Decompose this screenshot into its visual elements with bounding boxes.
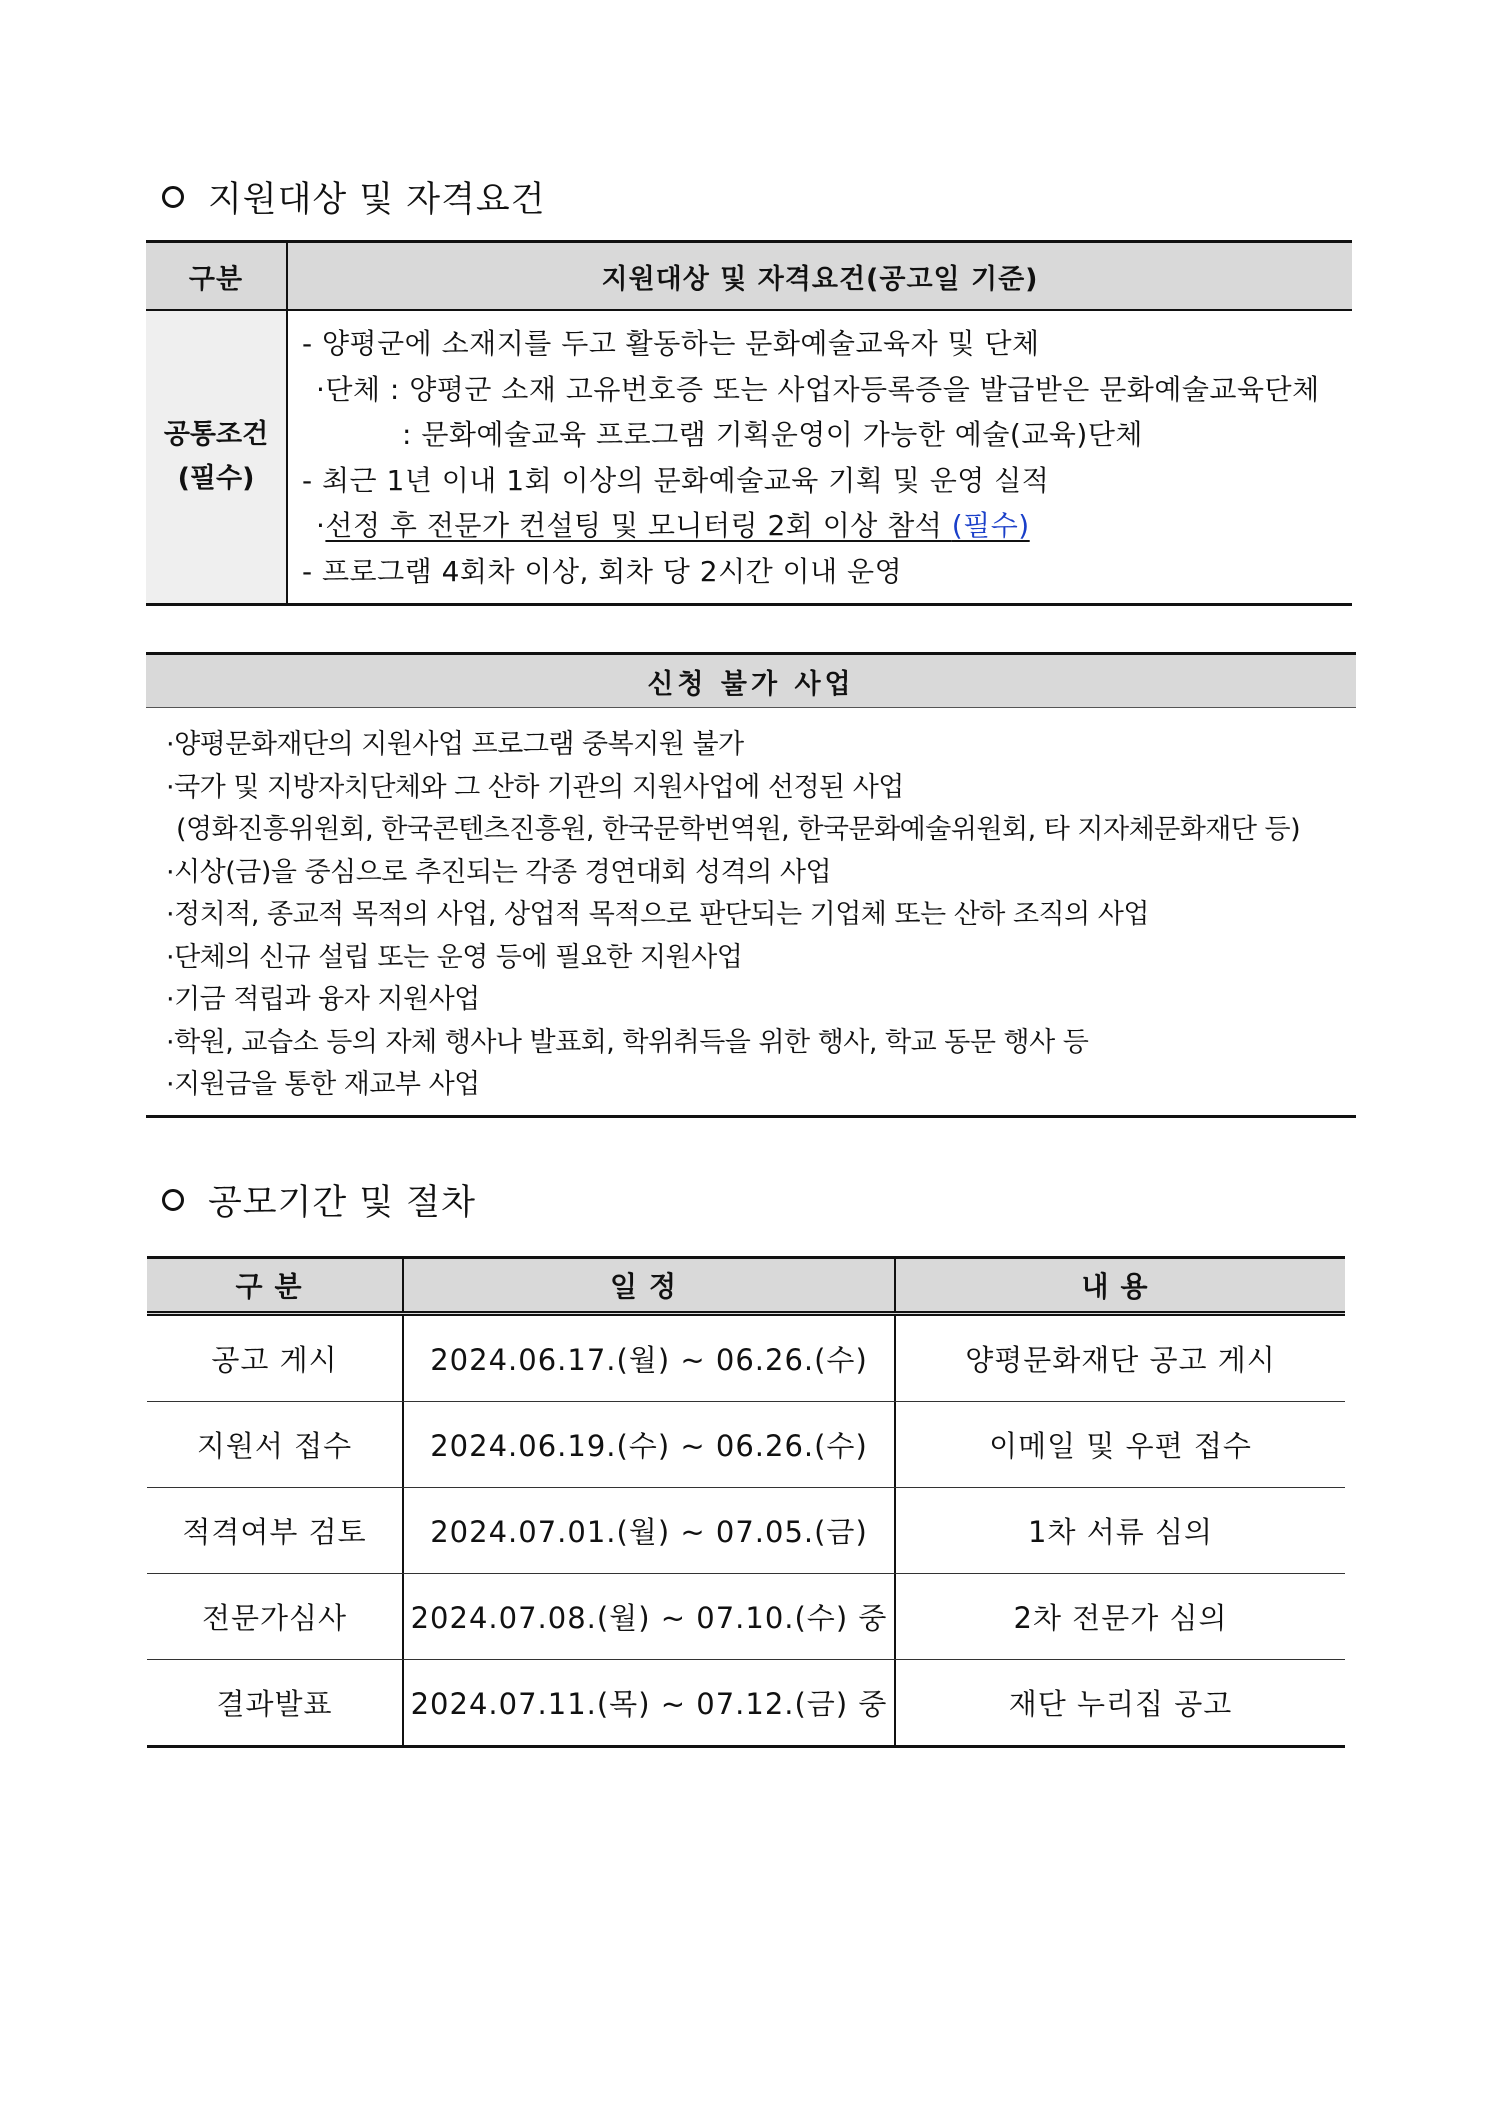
content-cell: 2차 전문가 심의 <box>1013 1601 1228 1635</box>
requirement-line <box>302 503 1352 549</box>
stage-cell: 공고 게시 <box>147 1316 404 1401</box>
list-item: ·양평문화재단의 지원사업 프로그램 중복지원 불가 <box>166 729 744 760</box>
requirement-line: ·단체 : 양평군 소재 고유번호증 또는 사업자등록증을 발급받은 문화예술교육단체 <box>316 372 1320 406</box>
row-label <box>146 311 288 603</box>
list-item: ·국가 및 지방자치단체와 그 산하 기관의 지원사업에 선정된 사업 <box>166 771 904 803</box>
table-row <box>147 1402 1345 1488</box>
eligibility-table <box>146 240 1352 606</box>
row-label-line: 공통조건 <box>163 419 269 450</box>
stage-cell: 결과발표 <box>147 1660 404 1745</box>
table-header-row <box>147 1259 1345 1316</box>
circle-bullet-icon <box>162 186 184 208</box>
requirements-cell <box>288 311 1352 603</box>
column-header: 지원대상 및 자격요건(공고일 기준) <box>601 263 1039 295</box>
column-header: 구분 <box>147 1259 404 1311</box>
required-mark: (필수) <box>951 509 1030 542</box>
content-cell: 양평문화재단 공고 게시 <box>965 1343 1276 1377</box>
list-item: ·기금 적립과 융자 지원사업 <box>166 984 480 1015</box>
stage-cell: 지원서 접수 <box>147 1402 404 1487</box>
list-item: (영화진흥위원회, 한국콘텐츠진흥원, 한국문학번역원, 한국문화예술위원회, 타 지자체문화재단 등) <box>176 814 1301 845</box>
row-label-line: (필수) <box>177 463 255 494</box>
table-header-row <box>146 243 1352 311</box>
section-heading-eligibility <box>162 172 546 222</box>
requirement-line: - 프로그램 4회차 이상, 회차 당 2시간 이내 운영 <box>302 554 903 588</box>
table-row <box>146 311 1352 603</box>
schedule-table <box>147 1256 1345 1748</box>
table-row <box>147 1574 1345 1660</box>
column-header: 일정 <box>404 1259 896 1311</box>
excluded-list <box>146 708 1356 1115</box>
box-title: 신청 불가 사업 <box>146 655 1356 708</box>
list-item: ·학원, 교습소 등의 자체 행사나 발표회, 학위취득을 위한 행사, 학교 동문 행사 등 <box>166 1026 1089 1058</box>
content-cell: 1차 서류 심의 <box>1028 1515 1213 1549</box>
schedule-cell: 2024.06.17.(월) ~ 06.26.(수) <box>404 1316 896 1401</box>
section-title: 공모기간 및 절차 <box>208 1183 476 1223</box>
circle-bullet-icon <box>162 1189 184 1211</box>
consulting-requirement <box>325 509 1029 542</box>
column-header: 구분 <box>146 243 288 309</box>
schedule-cell: 2024.07.01.(월) ~ 07.05.(금) <box>404 1488 896 1573</box>
schedule-cell: 2024.07.11.(목) ~ 07.12.(금) 중 <box>404 1660 896 1745</box>
schedule-cell: 2024.07.08.(월) ~ 07.10.(수) 중 <box>404 1574 896 1659</box>
section-title: 지원대상 및 자격요건 <box>208 180 546 220</box>
column-header: 내용 <box>1081 1270 1160 1303</box>
schedule-cell: 2024.06.19.(수) ~ 06.26.(수) <box>404 1402 896 1487</box>
list-item: ·지원금을 통한 재교부 사업 <box>166 1069 480 1100</box>
stage-cell: 전문가심사 <box>147 1574 404 1659</box>
content-cell: 이메일 및 우편 접수 <box>989 1429 1252 1463</box>
excluded-projects-box <box>146 652 1356 1118</box>
list-item: ·단체의 신규 설립 또는 운영 등에 필요한 지원사업 <box>166 941 743 973</box>
stage-cell: 적격여부 검토 <box>147 1488 404 1573</box>
consulting-text: 선정 후 전문가 컨설팅 및 모니터링 2회 이상 참석 <box>325 509 952 542</box>
requirement-line: : 문화예술교육 프로그램 기획운영이 가능한 예술(교육)단체 <box>402 418 1143 451</box>
requirement-line: - 최근 1년 이내 1회 이상의 문화예술교육 기획 및 운영 실적 <box>302 463 1050 497</box>
requirement-line: - 양평군에 소재지를 두고 활동하는 문화예술교육자 및 단체 <box>302 327 1040 360</box>
list-item: ·정치적, 종교적 목적의 사업, 상업적 목적으로 판단되는 기업체 또는 산하 조직의 사업 <box>166 899 1149 930</box>
table-row <box>147 1660 1345 1745</box>
section-heading-schedule <box>162 1175 476 1225</box>
table-row <box>147 1488 1345 1574</box>
middle-dot: · <box>316 509 326 542</box>
table-row <box>147 1316 1345 1402</box>
content-cell: 재단 누리집 공고 <box>1008 1687 1233 1721</box>
list-item: ·시상(금)을 중심으로 추진되는 각종 경연대회 성격의 사업 <box>166 856 832 888</box>
